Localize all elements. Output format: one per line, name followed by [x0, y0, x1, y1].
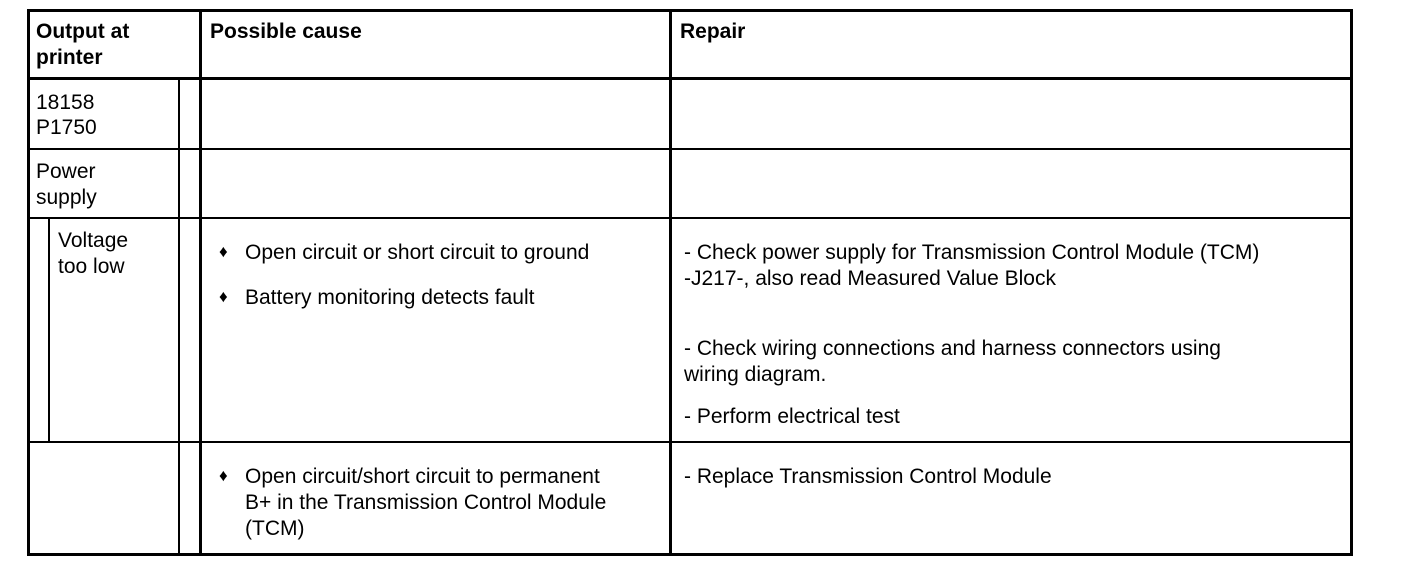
- fault-code: 18158: [36, 91, 95, 114]
- diagnostic-table: [27, 9, 1353, 556]
- voltage-label: Voltage: [58, 229, 129, 252]
- table-border-left: [27, 9, 30, 556]
- col-divider: [669, 9, 672, 556]
- repair-item: - Check wiring connections and harness connectors using: [684, 337, 1221, 360]
- diamond-bullet-icon: ♦: [219, 242, 228, 261]
- row-divider: [27, 441, 1353, 443]
- supply-label: supply: [36, 186, 97, 209]
- too-low-label: too low: [58, 255, 125, 278]
- repair-item: - Perform electrical test: [684, 405, 900, 428]
- diamond-bullet-icon: ♦: [219, 287, 228, 306]
- header-cause: Possible cause: [210, 20, 362, 43]
- row-divider: [27, 148, 1353, 150]
- table-border-bottom: [27, 553, 1353, 556]
- repair-item: -J217-, also read Measured Value Block: [684, 267, 1056, 290]
- cause-item: Open circuit or short circuit to ground: [245, 241, 590, 264]
- cause-item: Battery monitoring detects fault: [245, 286, 535, 309]
- cause-item: B+ in the Transmission Control Module: [245, 491, 607, 514]
- table-border-top: [27, 9, 1353, 12]
- row-divider: [27, 77, 1353, 80]
- header-repair: Repair: [680, 20, 746, 43]
- cause-item: (TCM): [245, 517, 305, 540]
- repair-item: - Replace Transmission Control Module: [684, 465, 1052, 488]
- indent-divider: [48, 218, 50, 442]
- repair-item: wiring diagram.: [684, 363, 827, 386]
- power-label: Power: [36, 160, 96, 183]
- repair-item: - Check power supply for Transmission Control Module (TCM): [684, 241, 1260, 264]
- cause-item: Open circuit/short circuit to permanent: [245, 465, 600, 488]
- dtc-code: P1750: [36, 116, 97, 139]
- header-output: Output at printer: [36, 20, 130, 69]
- row-divider: [27, 217, 1353, 219]
- subcol-divider: [178, 79, 180, 556]
- table-border-right: [1350, 9, 1353, 556]
- diamond-bullet-icon: ♦: [219, 466, 228, 485]
- col-divider: [199, 9, 202, 556]
